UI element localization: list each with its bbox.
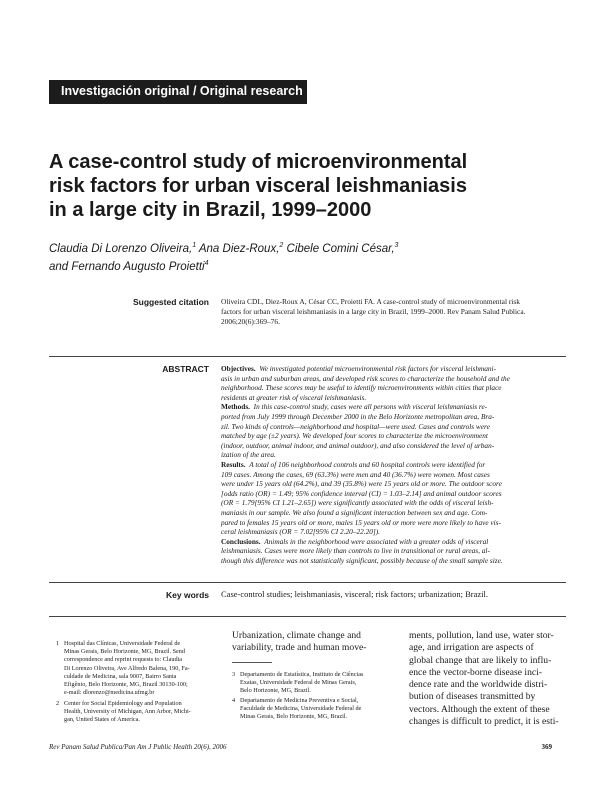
footnote-line: Departamento de Medicina Preventiva e Social, (240, 697, 359, 704)
abstract-line (221, 402, 566, 412)
footnote-line: Faculdade de Medicina, Universidade Federal de (240, 705, 362, 713)
footnote-line: Exatas, Universidade Federal de Minas Gerais, (240, 679, 357, 687)
title-line: in a large city in Brazil, 1999–2000 (49, 199, 372, 221)
author-name: Cibele Comini César, (283, 243, 395, 255)
body-line: dence rate and the worldwide distri- (409, 679, 548, 691)
abstract-line: pared to females 15 years old or more, males 15 years old or more were more likely to have vis- (221, 517, 501, 527)
body-line: Urbanization, climate change and (232, 630, 361, 641)
footnote-line: Di Lorenzo Oliveira, Ave Alfredo Balena, 190, Fa- (64, 664, 190, 672)
keywords-text: Case-control studies; leishmaniasis, visceral; risk factors; urbanization; Brazil. (221, 589, 488, 599)
journal-footer: Rev Panam Salud Publica/Pan Am J Public Health 20(6), 2006 (49, 743, 227, 751)
abstract-line: [odds ratio (OR) = 1.49; 95% confidence interval (CI) = 1.03–2.14] and animal outdoor scores (221, 488, 502, 498)
abstract-line: asis in urban and suburban areas, and developed risk scores to characterize the household and the (221, 373, 510, 383)
footnote-line: Belo Horizonte, MG, Brazil. (240, 687, 311, 695)
affiliation-mark: 3 (394, 242, 399, 250)
author-name: and Fernando Augusto Proietti (49, 261, 205, 273)
body-text-column-3 (409, 630, 569, 728)
footnote (56, 700, 214, 725)
footnote-line: Center for Social Epidemiology and Population (64, 700, 182, 707)
abstract-line: leishmaniasis. Cases were more likely than controls to live in transitional or rural areas, al- (221, 546, 490, 556)
title-line: A case-control study of microenvironmental (49, 151, 468, 173)
citation-line: Oliveira CDL, Diez-Roux A, César CC, Proietti FA. A case-control study of microenvironmental risk (221, 297, 520, 306)
footnote (232, 671, 390, 696)
footnote-number: 4 (232, 697, 236, 704)
abstract-line: (indoor, outdoor, animal indoor, and animal outdoor), and also considered the level of urban- (221, 440, 495, 450)
author-list (49, 240, 569, 276)
body-line: changes is difficult to predict, it is esti- (409, 716, 559, 728)
citation-label: Suggested citation (132, 297, 209, 307)
objectives-heading: Objectives. (221, 364, 256, 373)
abstract-line: ported from July 1999 through December 2000 in the Belo Horizonte metropolitan area, Bra- (221, 411, 495, 421)
abstract-line: (OR = 1.79[95% CI 1.21–2.65]) were significantly associated with the odds of visceral leish- (221, 498, 494, 508)
body-line: global change that are likely to influ- (409, 654, 552, 666)
abstract-body (221, 364, 566, 565)
section-banner-text: Investigación original / Original research (61, 84, 303, 98)
footnote-number: 1 (56, 640, 60, 647)
section-banner (49, 80, 307, 104)
abstract-line: though this difference was not statistically significant, possibly because of the small sample size. (221, 555, 503, 565)
abstract-line: matched by age (±2 years). We developed four scores to characterize the microenvironment (221, 431, 488, 441)
body-line: ence the vector-borne disease inci- (409, 666, 542, 678)
footnote (232, 697, 390, 722)
abstract-line: ceral leishmaniasis (OR = 7.02[95% CI 2.20–22.20]). (221, 527, 380, 537)
abstract-line (221, 537, 566, 547)
keywords-label: Key words (166, 590, 209, 600)
page-number: 369 (541, 743, 552, 751)
abstract-line: were under 15 years old (64.2%), and 39 (35.8%) were 15 years old or more. The outdoor score (221, 479, 502, 489)
footnote-number: 3 (232, 671, 236, 678)
footnote-line: Efigênio, Belo Horizonte, MG, Brazil 30130-100; (64, 681, 188, 689)
abstract-line: neighborhood. These scores may be useful to identify microenvironments within cities that place (221, 383, 502, 393)
methods-heading: Methods. (221, 402, 250, 412)
body-line: age, and irrigation are aspects of (409, 642, 534, 654)
abstract-line: residents at greater risk of visceral leishmaniasis. (221, 392, 367, 402)
results-heading: Results. (221, 459, 246, 469)
affiliation-mark: 1 (192, 242, 197, 250)
abstract-line: 109 cases. Among the cases, 69 (63.3%) were men and 40 (36.7%) were women. Most cases (221, 469, 490, 479)
abstract-text: In this case-control study, cases were all persons with visceral leishmaniasis re- (253, 402, 488, 412)
affiliation-mark: 4 (204, 260, 209, 268)
abstract-line: zil. Two kinds of controls—neighborhood and hospital—were used. Cases and controls were (221, 421, 490, 431)
section-divider (49, 582, 566, 583)
section-divider (49, 356, 566, 357)
author-name: Claudia Di Lorenzo Oliveira, (49, 243, 193, 255)
abstract-line: maniasis in our sample. We also found a significant interaction between sex and age. Com- (221, 507, 488, 517)
author-name: Ana Diez-Roux, (196, 243, 280, 255)
footnote (56, 640, 214, 697)
abstract-label: ABSTRACT (162, 364, 209, 374)
footnote-line: Hospital das Clínicas, Universidade Federal de (64, 640, 181, 647)
citation-line: factors for urban visceral leishmaniasis in a large city in Brazil, 1999–2000. Rev Panam Salud Publica. (221, 307, 526, 316)
abstract-text: Animals in the neighborhood were associated with a greater odds of visceral (264, 536, 489, 546)
section-divider (49, 616, 566, 617)
abstract-line (221, 364, 566, 374)
footnote-line: culdade de Medicina, sala 9007, Bairro Santa (64, 672, 177, 680)
body-text-column-2 (232, 630, 392, 655)
abstract-line: ization of the area. (221, 450, 276, 460)
author-line (49, 240, 569, 258)
citation-line: 2006;20(6):369–76. (221, 317, 280, 326)
title-line: risk factors for urban visceral leishmaniasis (49, 175, 467, 197)
abstract-text: A total of 106 neighborhood controls and 60 hospital controls were identified for (249, 459, 486, 469)
footnote-line: gan, United States of America. (64, 716, 140, 724)
body-line: bution of diseases transmitted by (409, 691, 536, 703)
footnote-divider (232, 662, 272, 663)
conclusions-heading: Conclusions. (221, 536, 261, 546)
citation-text (221, 297, 561, 327)
body-line: ments, pollution, land use, water stor- (409, 630, 554, 641)
author-line (49, 258, 569, 276)
body-line: variability, trade and human move- (232, 642, 367, 654)
footnote-line: Departamento de Estatística, Instituto de Ciências (240, 671, 364, 678)
body-line: vectors. Although the extent of these (409, 703, 550, 715)
abstract-text: We investigated potential microenvironmental risk factors for visceral leishmani- (259, 364, 497, 373)
footnote-number: 2 (56, 700, 60, 707)
footnote-line: Minas Gerais, Belo Horizonte, MG, Brazil. Send (64, 648, 185, 656)
footnote-line: Minas Gerais, Belo Horizonte, MG, Brazil. (240, 713, 348, 721)
affiliation-mark: 2 (279, 242, 284, 250)
footnote-line: correspondence and reprint requests to: Claudia (64, 656, 183, 664)
footnote-line: Health, University of Michigan, Ann Arbor, Michi- (64, 708, 191, 716)
article-title (49, 150, 529, 222)
footnote-line: e-mail: dlorenzo@medicina.ufmg.br (64, 689, 155, 697)
abstract-line (221, 460, 566, 470)
